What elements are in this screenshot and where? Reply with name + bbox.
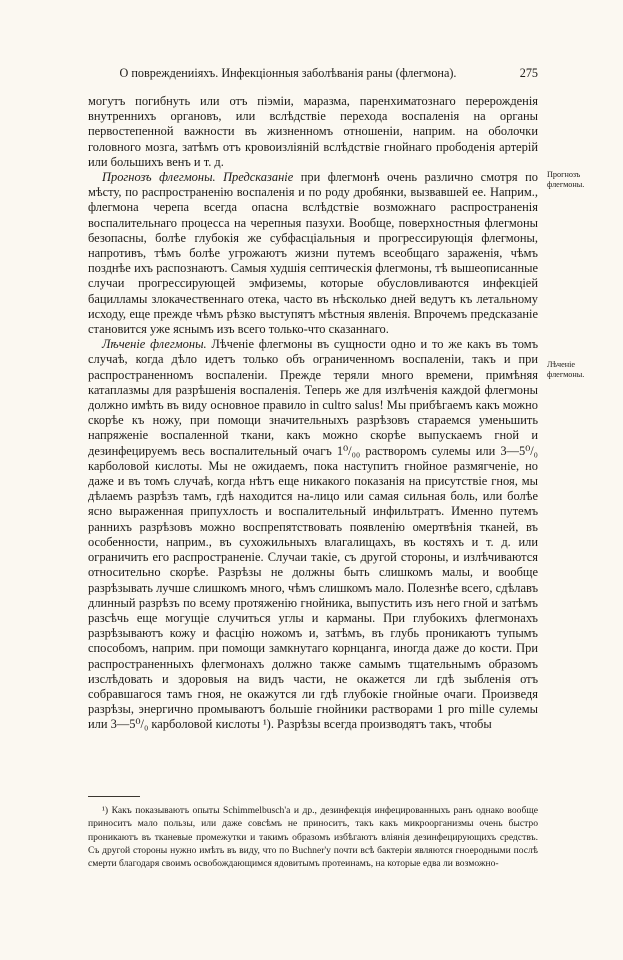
section-heading-prognosis: Прогнозъ флегмоны. Предсказаніе [102, 170, 294, 185]
page-number: 275 [519, 66, 538, 80]
running-title: О повреждениіяхъ. Инфекціонныя заболѣванія раны (флегмона). [119, 66, 457, 80]
footnote-rule [88, 796, 140, 797]
paragraph-text: Лѣченіе флегмоны въ сущности одно и то же какъ въ томъ случаѣ, когда дѣло идетъ только объ ограниченномъ воспаленіи, такъ и при распространенномъ воспаленіи. Прежде теряли много времени, примѣняя катаплазмы для разрѣшенія воспаленія. Теперь же для излѣченія каждой флегмоны должно имѣть въ виду основное правило in cultro salus! Мы прибѣгаемъ какъ можно скорѣе къ ножу, при помощи значительныхъ разрѣзовъ стараемся уменьшить напряженіе воспаленной ткани, какъ можно скорѣе выпускаемъ гной и дезинфецируемъ весь воспалительный очагъ 1⁰/₀₀ растворомъ сулемы или 3—5⁰/₀ карболовой кислоты. Мы не ожидаемъ, пока наступитъ гнойное размягченіе, но даже и въ томъ случаѣ, когда нѣтъ еще никакого показанія на присутствіе гноя, мы дѣлаемъ разрѣзъ тамъ, гдѣ находится на-лицо или самая сильная боль, или болѣе ясно выраженная припухлость и воспалительный инфильтратъ. Именно путемъ раннихъ разрѣзовъ можно воспрепятствовать появленію омертвѣнія тканей, въ особенности, наприм., въ сухожильныхъ влагалищахъ, въ костяхъ и т. д. или ограничить его распространеніе. Случаи такіе, съ другой стороны, и излѣчиваются относительно скорѣе. Разрѣзы не должны быть слишкомъ малы, и вообще разрѣзывать лучше слишкомъ много, чѣмъ слишкомъ мало. Полезнѣе всего, сдѣлавъ длинный разрѣзъ по всему протяженію гнойника, выпустить изъ него гной и затѣмъ разсѣчь еще могущіе случиться углы и карманы. При глубокихъ флегмонахъ разрѣзываютъ кожу и фасцію ножомъ и, затѣмъ, въ глубь проникаютъ тупымъ способомъ, наприм. при помощи замкнутаго корнцанга, иногда даже до кости. При распространенныхъ флегмонахъ должно также самымъ тщательнымъ образомъ изслѣдовать и здоровыя на видъ части, не окажется ли гдѣ зыбленія отъ собравшагося тамъ гноя, не окажутся ли гдѣ глубокіе гнойные очаги. Произведя разрѣзы, энергично промываютъ большіе гнойники растворами 1 pro mille сулемы или 3—5⁰/₀ карболовой кислоты ¹). Разрѣзы всегда производятъ такъ, чтобы [88, 337, 538, 732]
paragraph-text: могутъ погибнуть или отъ пiэміи, маразма, паренхиматознаго перерожденія внутреннихъ органовъ, или вслѣдствіе перехода воспаленія на органы первостепенной важности въ жизненномъ отношеніи, наприм. на оболочки головного мозга, затѣмъ отъ кровоизліяній вслѣдствіе гнойнаго прободенія артерій или большихъ венъ и т. д. [88, 94, 538, 169]
main-text [88, 94, 538, 733]
running-header [88, 66, 538, 82]
footnote: ¹) Какъ показываютъ опыты Schimmelbusch'а и др., дезинфекція инфецированныхъ ранъ однако вообще приноситъ мало пользы, или даже совсѣмъ не приноситъ, такъ какъ микроорганизмы очень быстро проникаютъ въ тканевые промежутки и такимъ образомъ избѣгаютъ вліянія дезинфецирующихъ средствъ. Съ другой стороны нужно имѣть въ виду, что по Buchner'у почти всѣ бактеріи являются гноеродными послѣ смерти благодаря своимъ освобождающимся ядовитымъ протеинамъ, на которые едва ли возможно- [88, 805, 538, 870]
margin-note-treatment: Лѣченіе флегмоны. [547, 360, 585, 379]
paragraph-text: при флегмонѣ очень различно смотря по мѣсту, по распространенію воспаленія и по роду дробянки, вызвавшей ее. Наприм., флегмона черепа всегда опасна вслѣдствіе возможнаго распространенія воспалительнаго процесса на черепныя пазухи. Вообще, поверхностныя флегмоны безопасны, болѣе глубокія же субфасціальныя и прогрессирующія флегмоны, напротивъ, тѣмъ болѣе угрожаютъ жизни путемъ всеобщаго зараженія, чѣмъ позднѣе ихъ распознаютъ. Самыя худшія септическія флегмоны, тѣ вышеописанные случаи прогрессирующей эмфиземы, которые обусловливаются инфекціей бацилламы злокачественнаго отека, часто въ нѣсколько дней ведутъ къ летальному исходу, еще прежде чѣмъ рѣзко выступятъ мѣстныя явленія. Впрочемъ предсказаніе становится уже яснымъ изъ всего только-что сказаннаго. [88, 170, 538, 337]
paragraph-prognosis [88, 170, 538, 337]
paragraph-continuation [88, 94, 538, 170]
section-heading-treatment: Лѣченіе флегмоны. [102, 337, 207, 352]
margin-note-prognosis: Прогнозъ флегмоны. [547, 170, 585, 189]
paragraph-treatment [88, 337, 538, 732]
